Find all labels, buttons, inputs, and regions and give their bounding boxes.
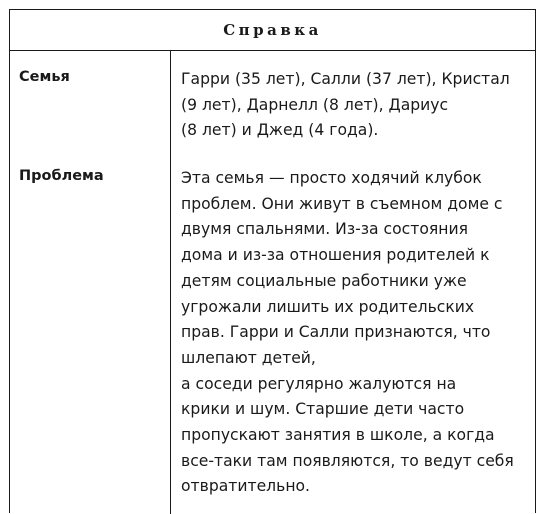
text-line: детям социальные работники уже: [181, 271, 467, 290]
card-title: Справка: [223, 21, 322, 39]
info-card: [9, 9, 536, 513]
row-label-problem: Проблема: [19, 168, 104, 184]
card-header: [10, 10, 535, 51]
text-line: дома и из-за отношения родителей к: [181, 246, 490, 265]
text-line: проблем. Они живут в съемном доме с: [181, 194, 503, 213]
card-body: [10, 51, 535, 514]
text-line: шлепают детей,: [181, 348, 316, 367]
text-line: отвратительно.: [181, 477, 311, 496]
text-line: а соседи регулярно жалуются на: [181, 374, 457, 393]
text-line: крики и шум. Старшие дети часто: [181, 400, 465, 419]
text-line: пропускают занятия в школе, а когда: [181, 426, 495, 445]
row-label-family: Семья: [19, 69, 70, 85]
text-line: угрожали лишить их родительских: [181, 297, 475, 316]
text-line: (9 лет), Дарнелл (8 лет), Дариус: [181, 95, 449, 114]
column-divider: [170, 51, 171, 514]
text-line: все-таки там появляются, то ведут себя: [181, 451, 514, 470]
text-line: (8 лет) и Джед (4 года).: [181, 121, 379, 140]
row-value-family: [181, 67, 531, 144]
row-value-problem: [181, 166, 531, 500]
text-line: двумя спальнями. Из-за состояния: [181, 220, 468, 239]
text-line: прав. Гарри и Салли признаются, что: [181, 323, 491, 342]
text-line: Эта семья — просто ходячий клубок: [181, 169, 482, 187]
text-line: Гарри (35 лет), Салли (37 лет), Кристал: [181, 70, 510, 88]
